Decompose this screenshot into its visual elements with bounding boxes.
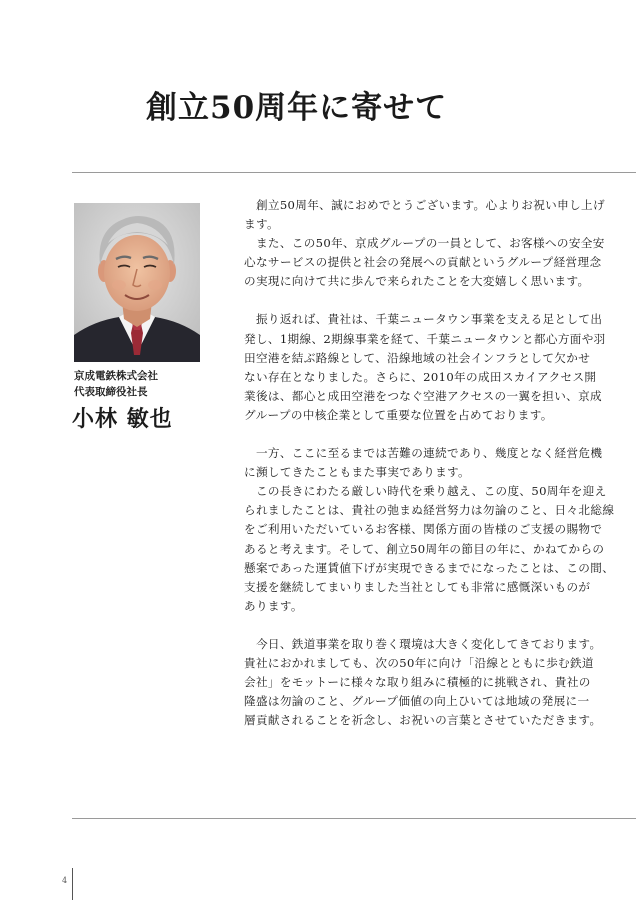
- page-title: 創立50周年に寄せて: [146, 90, 448, 126]
- portrait-photo: [74, 203, 200, 362]
- text-line: 創立50周年、誠におめでとうございます。心よりお祝い申し上げ: [244, 198, 605, 212]
- paragraph-gap: [244, 616, 574, 635]
- text-line: 一方、ここに至るまでは苦難の連続であり、幾度となく経営危機: [244, 446, 603, 461]
- text-line: られましたことは、貴社の弛まぬ経営努力は勿論のこと、日々北総線: [244, 503, 615, 518]
- text-line: 今日、鉄道事業を取り巻く環境は大きく変化してきております。: [244, 636, 602, 651]
- paragraph-3: [244, 444, 615, 616]
- text-line: 層貢献されることを祈念し、お祝いの言葉とさせていただきます。: [244, 713, 602, 728]
- text-line: 貴社におかれましても、次の50年に向け「沿線とともに歩む鉄道: [244, 655, 594, 670]
- text-line: 隆盛は勿論のこと、グループ価値の向上ひいては地域の発展に一: [244, 694, 590, 709]
- text-line: 支援を継続してまいりました当社としても非常に感慨深いものが: [244, 579, 591, 594]
- paragraph-2: [244, 310, 606, 425]
- text-line: 発し、1期線、2期線事業を経て、千葉ニュータウンと都心方面や羽: [244, 331, 606, 346]
- text-line: ない存在となりました。さらに、2010年の成田スカイアクセス開: [244, 369, 597, 384]
- text-line: に瀕してきたこともまた事実であります。: [244, 465, 471, 480]
- text-line: あります。: [244, 598, 303, 613]
- bottom-divider: [72, 818, 636, 819]
- text-line: 懸案であった運賃値下げが実現できるまでになったことは、この間、: [244, 560, 615, 575]
- text-line: グループの中核企業として重要な位置を占めております。: [244, 407, 553, 422]
- text-line: また、この50年、京成グループの一員として、お客様への安全安: [244, 236, 605, 251]
- text-line: 振り返れば、貴社は、千葉ニュータウン事業を支える足として出: [244, 312, 603, 327]
- author-name: 小林 敏也: [72, 406, 173, 432]
- text-line: 心なサービスの提供と社会の発展への貢献というグループ経営理念: [244, 255, 602, 270]
- page-marker-line: [72, 868, 73, 900]
- paragraph-1: [244, 196, 605, 291]
- page-number: 4: [62, 876, 68, 885]
- top-divider: [72, 172, 636, 173]
- paragraph-gap: [244, 291, 574, 310]
- text-line: この長きにわたる厳しい時代を乗り越え、この度、50周年を迎え: [244, 484, 607, 499]
- author-company: 京成電鉄株式会社: [74, 370, 158, 382]
- text-line: 業後は、都心と成田空港をつなぐ空港アクセスの一翼を担い、京成: [244, 388, 602, 403]
- text-line: あると考えます。そして、創立50周年の節目の年に、かねてからの: [244, 541, 605, 556]
- text-line: 会社」をモットーに様々な取り組みに積極的に挑戦され、貴社の: [244, 675, 591, 690]
- paragraph-gap: [244, 425, 574, 444]
- text-line: の実現に向けて共に歩んで来られたことを大変嬉しく思います。: [244, 274, 590, 289]
- author-position: 代表取締役社長: [74, 386, 148, 398]
- text-line: 田空港を結ぶ路線として、沿線地域の社会インフラとして欠かせ: [244, 350, 591, 365]
- text-line: をご利用いただいているお客様、関係方面の皆様のご支援の賜物で: [244, 522, 603, 537]
- message-body: [244, 196, 615, 730]
- text-line: ます。: [244, 217, 279, 232]
- paragraph-4: [244, 635, 602, 730]
